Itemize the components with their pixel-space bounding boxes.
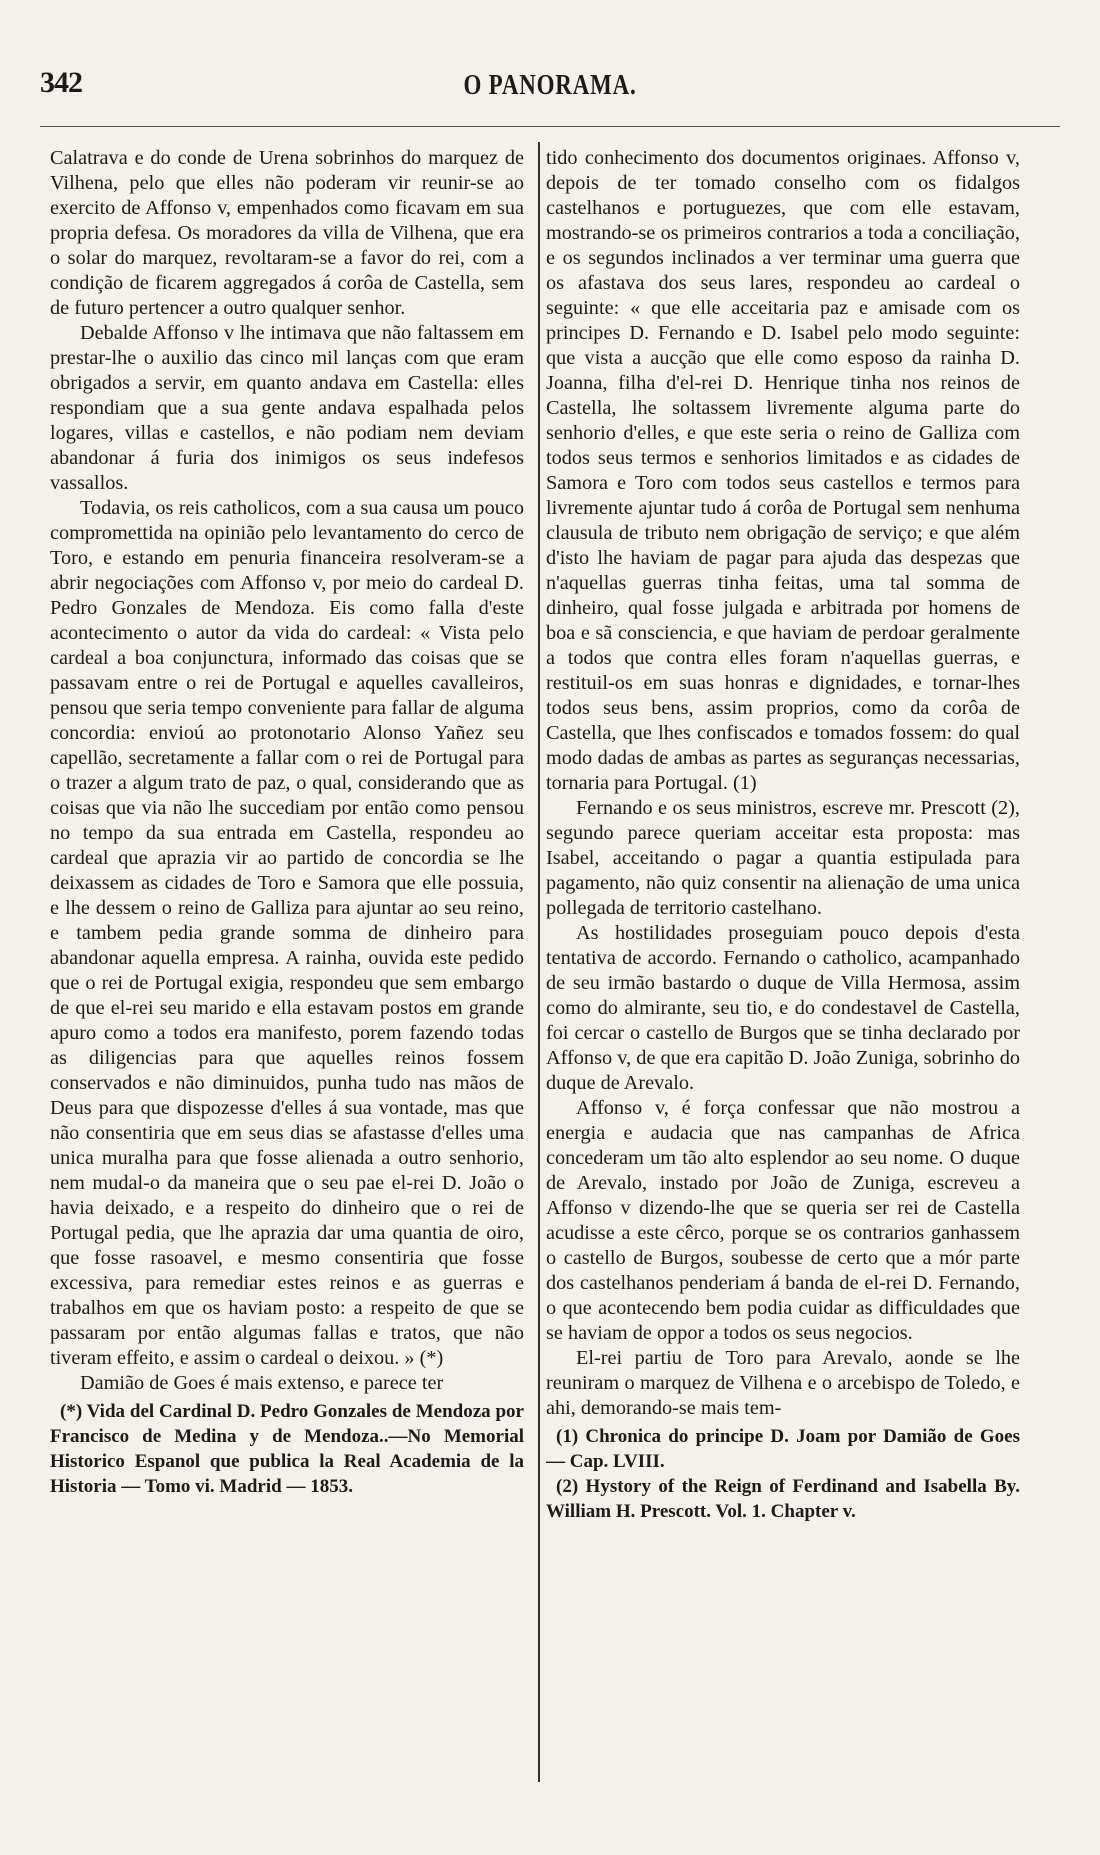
right-column	[546, 146, 1020, 1786]
footnotes	[50, 1399, 524, 1499]
paragraph: Damião de Goes é mais extenso, e parece ter	[80, 1372, 444, 1394]
paragraph: As hostilidades proseguiam pouco depois d'esta tentativa de accordo. Fernando o catholico, acampanhado de seu irmão bastardo o duque de Villa Hermosa, assim como do almirante, seu tio, e do condestavel de Castella, foi cercar o castello de Burgos que se tinha declarado por Affonso v, de que era capitão D. João Zuniga, sobrinho do duque de Arevalo.	[546, 922, 1020, 1094]
page-header	[40, 62, 1060, 106]
left-column	[50, 146, 524, 1786]
paragraph: Todavia, os reis catholicos, com a sua causa um pouco compromettida na opinião pelo levantamento do cerco de Toro, e estando em penuria financeira resolveram-se a abrir negociações com Affonso v, por meio do cardeal D. Pedro Gonzales de Mendoza. Eis como falla d'este acontecimento o autor da vida do cardeal: « Vista pelo cardeal a boa conjunctura, informado das coisas que se passavam entre o rei de Portugal e aquelles cavalleiros, pensou que seria tempo conveniente para fallar de alguma concordia: envioú ao protonotario Alonso Yañez seu capellão, secretamente a fallar com o rei de Portugal para o trazer a algum trato de paz, o qual, considerando que as coisas que via não lhe succediam por então como pensou no tempo da sua entrada em Castella, respondeu ao cardeal que aprazia vir ao partido de concordia se lhe deixassem as cidades de Toro e Samora que elle possuia, e lhe dessem o reino de Galliza para ajuntar ao seu reino, e tambem pedia grande somma de dinheiro para abandonar aquella empresa. A rainha, ouvida este pedido que o rei de Portugal exigia, respondeu que sem embargo de que el-rei seu marido e ella estavam postos em grande apuro como a todos era manifesto, porem fazendo todas as diligencias para que aquelles reinos fossem conservados e não diminuidos, punha tudo nas mãos de Deus para que dispozesse d'elles á sua vontade, mas que não consentiria que em seus dias se afastasse d'elles uma unica muralha para que fosse alienada a outro senhorio, nem mudal-o da maneira que o seu pae el-rei D. João o havia deixado, e a respeito do dinheiro que o rei de Portugal pedia, que lhe aprazia dar uma quantia de oiro, que fosse rasoavel, e mesmo consentiria que fosse excessiva, para remediar estes reinos e as guerras e trabalhos em que os haviam posto: a respeito de que se passaram por então algumas fallas e tratos, que não tiveram effeito, e assim o cardeal o deixou. » (*)	[50, 497, 524, 1369]
footnotes	[546, 1424, 1020, 1524]
footnote: (1) Chronica do principe D. Joam por Damião de Goes — Cap. LVIII.	[546, 1426, 1020, 1472]
footnote: (*) Vida del Cardinal D. Pedro Gonzales de Mendoza por Francisco de Medina y de Mendoza..—No Memorial Historico Espanol que publica la Real Academia de la Historia — Tomo vi. Madrid — 1853.	[50, 1401, 524, 1497]
paragraph: Affonso v, é força confessar que não mostrou a energia e audacia que nas campanhas de Africa concederam um tão alto esplendor ao seu nome. O duque de Arevalo, instado por João de Zuniga, escreveu a Affonso v dizendo-lhe que se queria ser rei de Castella acudisse a este cêrco, porque se os contrarios ganhassem o castello de Burgos, soubesse de certo que a mór parte dos castelhanos penderiam á banda de el-rei D. Fernando, o que acontecendo bem podia cuidar as difficuldades que se haviam de oppor a todos os seus negocios.	[546, 1097, 1020, 1344]
paragraph: tido conhecimento dos documentos originaes. Affonso v, depois de ter tomado conselho com os fidalgos castelhanos e portuguezes, que com elle estavam, mostrando-se os primeiros contrarios a toda a conciliação, e os segundos inclinados a ver terminar uma guerra que os afastava dos seus lares, respondeu ao cardeal o seguinte: « que elle acceitaria paz e amisade com os principes D. Fernando e D. Isabel pelo modo seguinte: que vista a aucção que elle como esposo da rainha D. Joanna, filha d'el-rei D. Henrique tinha nos reinos de Castella, lhe soltassem livremente alguma parte do senhorio d'elles, e que este seria o reino de Galliza com todos seus termos e senhorios limitados e as cidades de Samora e Toro com todos seus castellos e termos para livremente ajuntar tudo á corôa de Portugal sem nenhuma clausula de tributo nem obrigação de serviço; e que além d'isto lhe haviam de pagar para ajuda das despezas que n'aquellas guerras tinha feitas, uma tal somma de dinheiro, qual fosse julgada e arbitrada por homens de boa e sã consciencia, e que haviam de perdoar geralmente a todos que contra elles foram n'aquellas guerras, e restituil-os em suas honras e dignidades, e tornar-lhes todos seus bens, assim proprios, como da corôa de Castella, que lhes confiscados e tomados fossem: do qual modo dadas de ambas as partes as seguranças necessarias, tornaria para Portugal. (1)	[546, 147, 1020, 794]
column-divider	[538, 142, 540, 1782]
footnote: (2) Hystory of the Reign of Ferdinand and Isabella By. William H. Prescott. Vol. 1. Chapter v.	[546, 1476, 1020, 1522]
page-number: 342	[40, 66, 82, 99]
paragraph: El-rei partiu de Toro para Arevalo, aonde se lhe reuniram o marquez de Vilhena e o arcebispo de Toledo, e ahi, demorando-se mais tem-	[546, 1347, 1020, 1419]
header-rule	[40, 126, 1060, 127]
paragraph: Fernando e os seus ministros, escreve mr. Prescott (2), segundo parece queriam acceitar esta proposta: mas Isabel, acceitando o pagar a quantia estipulada para pagamento, não quiz consentir na alienação de uma unica pollegada de territorio castelhano.	[546, 797, 1020, 919]
paragraph: Debalde Affonso v lhe intimava que não faltassem em prestar-lhe o auxilio das cinco mil lanças com que eram obrigados a servir, em quanto andava em Castella: elles respondiam que a sua gente andava espalhada pelos logares, villas e castellos, e não podiam nem deviam abandonar á furia dos inimigos os seus indefesos vassallos.	[50, 322, 524, 494]
journal-title: O PANORAMA.	[463, 70, 637, 101]
paragraph: Calatrava e do conde de Urena sobrinhos do marquez de Vilhena, pelo que elles não poderam vir reunir-se ao exercito de Affonso v, empenhados como ficavam em sua propria defesa. Os moradores da villa de Vilhena, que era o solar do marquez, revoltaram-se a favor do rei, com a condição de ficarem aggregados á corôa de Castella, sem de futuro pertencer a outro qualquer senhor.	[50, 147, 524, 319]
